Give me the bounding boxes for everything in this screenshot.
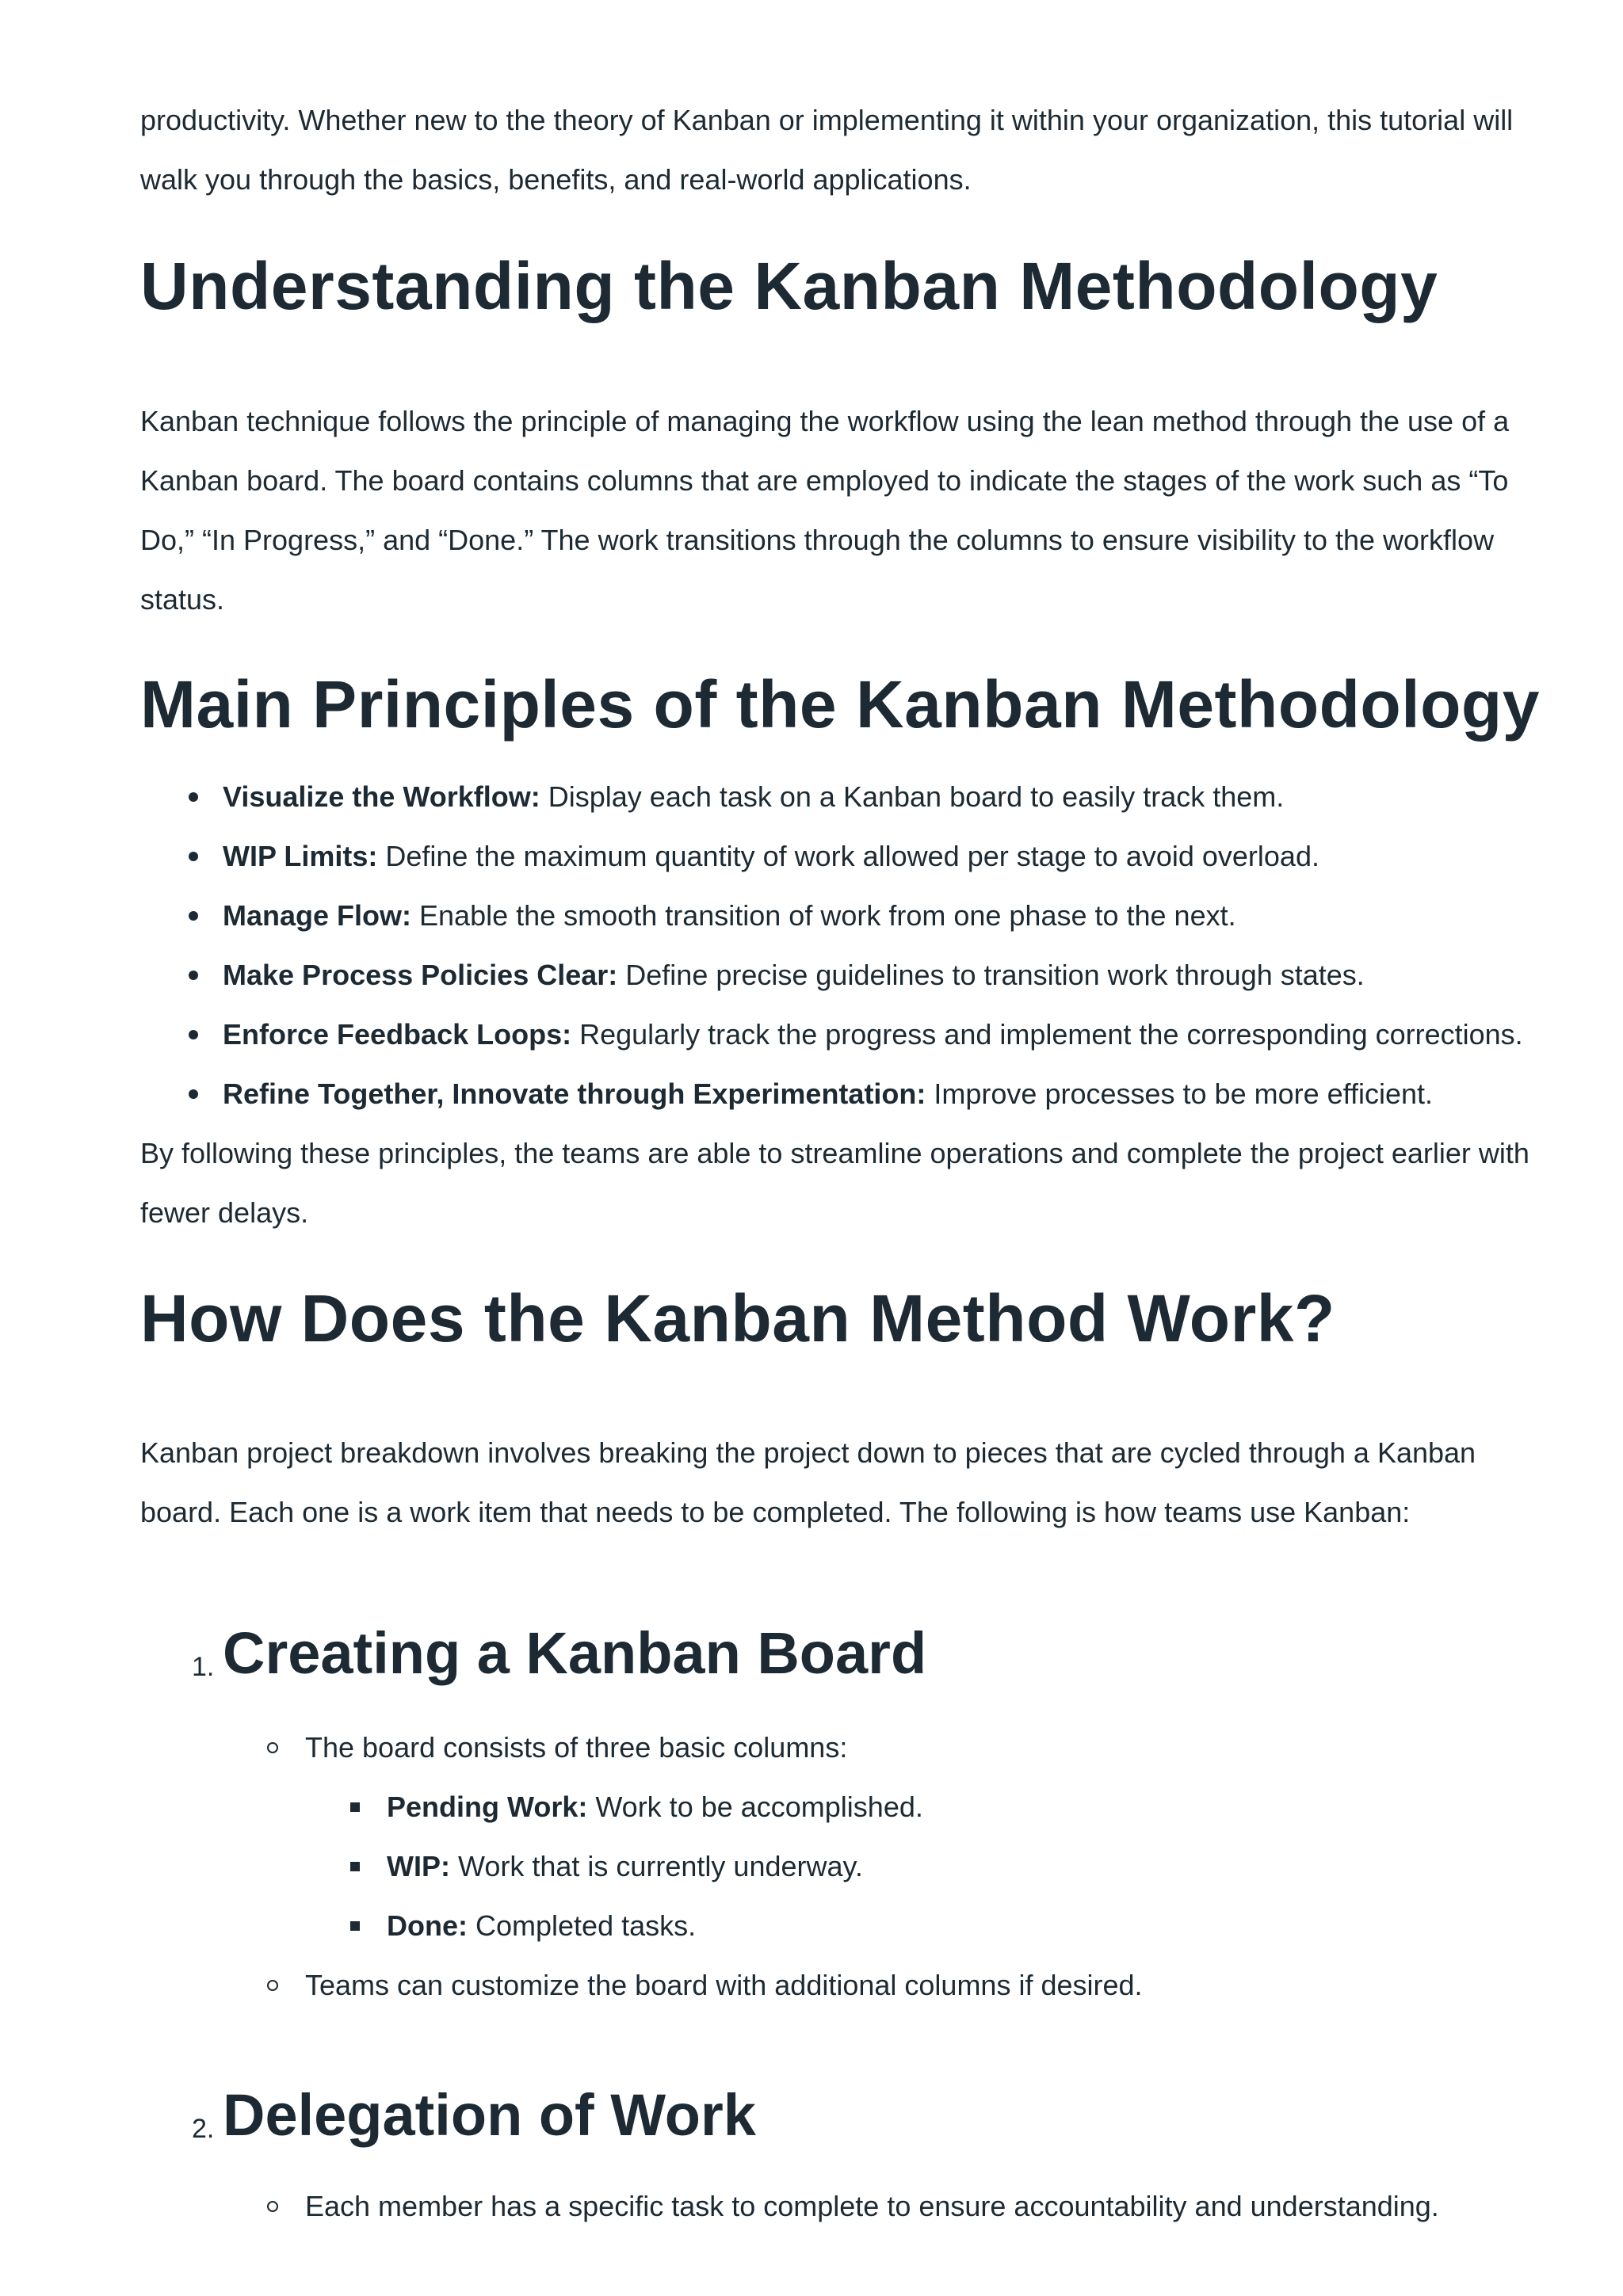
item-text: Display each task on a Kanban board to easily track them. xyxy=(540,780,1285,813)
list-item xyxy=(140,945,1551,1005)
column-text: Work to be accomplished. xyxy=(587,1791,923,1823)
item-term: Enforce Feedback Loops: xyxy=(223,1018,572,1051)
list-item xyxy=(140,1005,1551,1064)
square-bullet-icon xyxy=(350,1921,360,1931)
circle-bullet-icon xyxy=(267,2201,278,2212)
item-text: Enable the smooth transition of work from one phase to the next. xyxy=(411,899,1236,932)
column-item xyxy=(140,1836,1551,1896)
item-term: Refine Together, Innovate through Experimentation: xyxy=(223,1077,926,1110)
step-item xyxy=(140,1618,1551,2015)
sub-item-text: Each member has a specific task to complete to ensure accountability and understanding. xyxy=(305,2190,1439,2222)
steps-list xyxy=(140,1618,1551,2236)
square-bullet-icon xyxy=(350,1862,360,1871)
column-item xyxy=(140,1896,1551,1955)
columns-container xyxy=(140,1777,1551,1955)
step-title: Delegation of Work xyxy=(223,2082,756,2148)
item-term: WIP Limits: xyxy=(223,840,378,872)
item-text: Define the maximum quantity of work allowed per stage to avoid overload. xyxy=(377,840,1319,872)
item-text: Improve processes to be more efficient. xyxy=(926,1077,1434,1110)
sub-list-item xyxy=(140,2176,1551,2236)
bullet-icon xyxy=(189,971,198,980)
item-text: Define precise guidelines to transition work through states. xyxy=(617,959,1365,991)
principles-list xyxy=(140,767,1551,1123)
step-item xyxy=(140,2080,1551,2236)
step-number: 2. xyxy=(192,2114,215,2144)
item-term: Visualize the Workflow: xyxy=(223,780,540,813)
column-item xyxy=(140,1777,1551,1836)
heading-how-it-works: How Does the Kanban Method Work? xyxy=(140,1281,1335,1356)
step-title: Creating a Kanban Board xyxy=(223,1620,927,1686)
step-heading xyxy=(140,2080,1551,2151)
item-text: Regularly track the progress and implement the corresponding corrections. xyxy=(571,1018,1523,1051)
heading-understanding: Understanding the Kanban Methodology xyxy=(140,249,1438,323)
circle-bullet-icon xyxy=(267,1742,278,1753)
sub-item-text: Teams can customize the board with additional columns if desired. xyxy=(305,1969,1143,2001)
column-term: Pending Work: xyxy=(387,1791,588,1823)
list-item xyxy=(140,1064,1551,1123)
column-text: Work that is currently underway. xyxy=(449,1850,863,1882)
step-number: 1. xyxy=(192,1652,215,1682)
heading-principles: Main Principles of the Kanban Methodology xyxy=(140,667,1540,742)
step-sublist xyxy=(140,1718,1551,2015)
item-term: Manage Flow: xyxy=(223,899,412,932)
how-paragraph: Kanban project breakdown involves breaking the project down to pieces that are cycled through a Kanban board. Each one is a work item that needs to be completed. The following is how teams use Kanban: xyxy=(140,1436,1476,1528)
bullet-icon xyxy=(189,852,198,861)
sub-list-item xyxy=(140,1955,1551,2015)
list-item xyxy=(140,886,1551,945)
column-term: WIP: xyxy=(387,1850,450,1882)
bullet-icon xyxy=(189,911,198,921)
column-term: Done: xyxy=(387,1909,468,1942)
list-item xyxy=(140,826,1551,886)
column-text: Completed tasks. xyxy=(468,1909,697,1942)
list-item xyxy=(140,767,1551,826)
understanding-paragraph: Kanban technique follows the principle of managing the workflow using the lean method through the use of a Kanban board. The board contains columns that are employed to indicate the stages of the work such as “To Do,” “In Progress,” and “Done.” The work transitions through the columns to ensure visibility to the workflow status. xyxy=(140,405,1510,616)
bullet-icon xyxy=(189,1089,198,1099)
square-bullet-icon xyxy=(350,1802,360,1812)
columns-list xyxy=(140,1777,1551,1955)
step-heading xyxy=(140,1618,1551,1689)
bullet-icon xyxy=(189,1030,198,1039)
principles-closing-paragraph: By following these principles, the teams are able to streamline operations and complete the project earlier with fewer delays. xyxy=(140,1137,1529,1229)
sub-list-item xyxy=(140,1718,1551,1777)
intro-paragraph: productivity. Whether new to the theory of Kanban or implementing it within your organization, this tutorial will walk you through the basics, benefits, and real-world applications. xyxy=(140,104,1514,196)
document-page xyxy=(140,0,1551,2236)
item-term: Make Process Policies Clear: xyxy=(223,959,618,991)
circle-bullet-icon xyxy=(267,1980,278,1991)
sub-item-text: The board consists of three basic columns: xyxy=(305,1731,848,1764)
bullet-icon xyxy=(189,792,198,802)
step-sublist xyxy=(140,2176,1551,2236)
